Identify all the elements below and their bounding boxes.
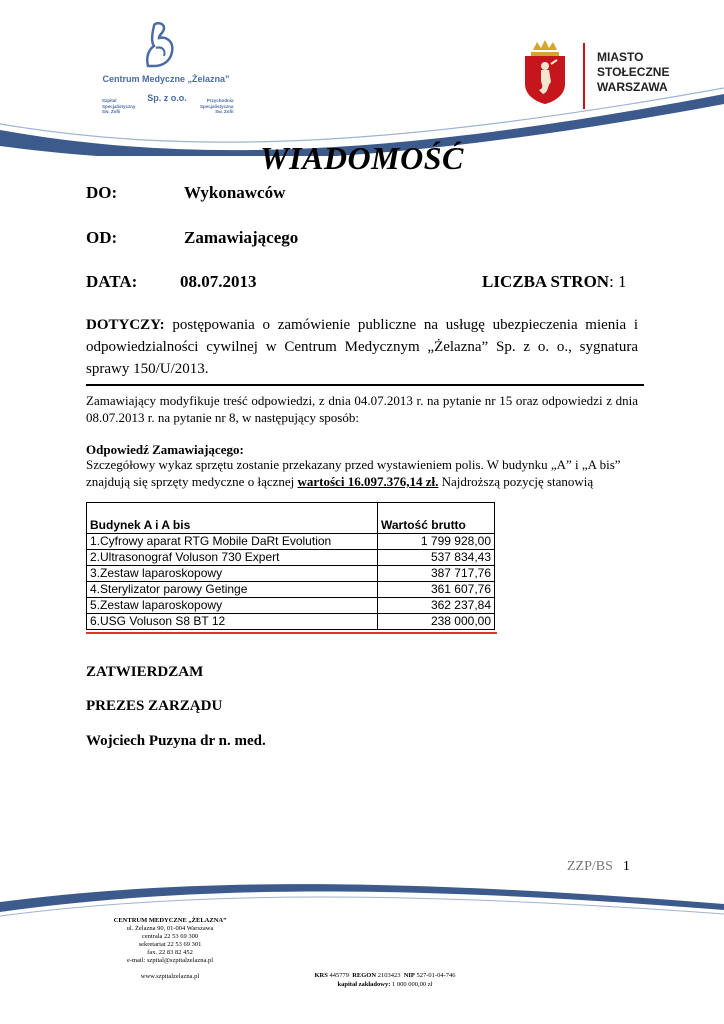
hospital-logo-tiny-right: Przychodnia Specjalistyczna Sw. Zofii xyxy=(200,98,234,114)
table-header-row xyxy=(87,503,495,534)
footer-email: e-mail: szpital@szpitalzelazna.pl xyxy=(126,957,214,964)
regon-label: REGON xyxy=(352,972,377,979)
hospital-logo-name: Centrum Medyczne „Żelazna” xyxy=(102,74,230,84)
table-row xyxy=(87,566,495,582)
regon-value: 2103423 xyxy=(377,972,401,979)
footer-page-number: 1 xyxy=(622,859,630,874)
to-value: Wykonawców xyxy=(184,183,286,202)
krs-value: 445779 xyxy=(329,972,349,979)
footer-company: CENTRUM MEDYCZNE „ŻELAZNA” xyxy=(113,917,227,924)
page-count-label: LICZBA STRON xyxy=(482,272,610,291)
page-count xyxy=(482,272,627,292)
hospital-logo-sp: Sp. z o.o. xyxy=(147,93,187,103)
footer-street: ul. Żelazna 90, 01-004 Warszawa xyxy=(126,925,214,932)
table-cell-item: 2.Ultrasonograf Voluson 730 Expert xyxy=(87,550,378,566)
footer-address xyxy=(60,917,280,981)
signatory-name: Wojciech Puzyna dr n. med. xyxy=(86,733,266,749)
table-cell-item: 4.Sterylizator parowy Getinge xyxy=(87,582,378,598)
table-row xyxy=(87,598,495,614)
from-label: OD: xyxy=(86,228,118,247)
subject-label: DOTYCZY: xyxy=(86,317,165,333)
city-logo-text: MIASTO STOŁECZNE WARSZAWA xyxy=(597,50,670,94)
page-count-value: : 1 xyxy=(609,272,627,291)
table-row xyxy=(87,534,495,550)
footer-secretariat: sekretariat 22 53 69 301 xyxy=(138,941,202,948)
answer-text-before: Szczegółowy wykaz sprzętu zostanie przekazany przed wystawieniem polis. W budynku „A” i „A bis” znajdują się sprzęty medyczne o łącznej xyxy=(86,457,621,489)
footer-ref: ZZP/BS xyxy=(567,859,613,874)
date-value: 08.07.2013 xyxy=(180,272,257,291)
krs-label: KRS xyxy=(314,972,328,979)
equipment-table xyxy=(86,502,495,630)
table-cell-item: 5.Zestaw laparoskopowy xyxy=(87,598,378,614)
table-cell-value: 1 799 928,00 xyxy=(378,534,495,550)
footer-fax: fax. 22 83 82 452 xyxy=(147,949,193,956)
table-cell-value: 361 607,76 xyxy=(378,582,495,598)
table-header-building: Budynek A i A bis xyxy=(87,503,378,534)
capital-label: kapitał zakładowy: xyxy=(337,981,391,988)
figure-icon xyxy=(142,22,182,70)
table-row xyxy=(87,582,495,598)
table-cell-value: 537 834,43 xyxy=(378,550,495,566)
from-value: Zamawiającego xyxy=(184,228,299,247)
answer-total-value: wartości 16.097.376,14 zł. xyxy=(297,474,439,489)
footer-phone: centrala 22 53 69 300 xyxy=(141,933,199,940)
table-cell-item: 6.USG Voluson S8 BT 12 xyxy=(87,614,378,630)
footer-website[interactable]: www.szpitalzelazna.pl xyxy=(140,973,200,980)
hospital-logo-tiny-left: Szpital Specjalistyczny Sw. Zofii xyxy=(102,98,136,114)
table-cell-value: 387 717,76 xyxy=(378,566,495,582)
page-title: WIADOMOŚĆ xyxy=(260,140,464,176)
date-label: DATA: xyxy=(86,272,138,291)
answer-paragraph xyxy=(86,456,646,490)
table-cell-item: 1.Cyfrowy aparat RTG Mobile DaRt Evolution xyxy=(87,534,378,550)
intro-paragraph: Zamawiający modyfikuje treść odpowiedzi, z dnia 04.07.2013 r. na pytanie nr 15 oraz odpowiedzi z dnia 08.07.2013 r. na pytanie nr 8, w następujący sposób: xyxy=(86,393,638,425)
divider-rule xyxy=(86,384,644,386)
footer-registration xyxy=(270,971,500,989)
subject-paragraph xyxy=(86,314,638,380)
nip-value: 527-01-04-746 xyxy=(416,972,456,979)
table-cell-item: 3.Zestaw laparoskopowy xyxy=(87,566,378,582)
table-cell-value: 238 000,00 xyxy=(378,614,495,630)
table-row xyxy=(87,614,495,630)
signatory-title: PREZES ZARZĄDU xyxy=(86,698,223,714)
table-header-value: Wartość brutto xyxy=(378,503,495,534)
approval-label: ZATWIERDZAM xyxy=(86,664,204,680)
to-label: DO: xyxy=(86,183,118,202)
footer-swoosh xyxy=(0,880,724,920)
capital-value: 1 000 000,00 zł xyxy=(392,981,433,988)
footer-page-ref xyxy=(567,859,630,875)
nip-label: NIP xyxy=(403,972,415,979)
answer-heading: Odpowiedź Zamawiającego: xyxy=(86,442,244,457)
answer-text-after: Najdroższą pozycję stanowią xyxy=(438,474,594,489)
table-underline xyxy=(86,632,497,634)
table-row xyxy=(87,550,495,566)
subject-text: postępowania o zamówienie publiczne na usługę ubezpieczenia mienia i odpowiedzialności cywilnej w Centrum Medycznym „Żelazna” Sp. z o. o., sygnatura sprawy 150/U/2013. xyxy=(86,317,638,377)
table-cell-value: 362 237,84 xyxy=(378,598,495,614)
